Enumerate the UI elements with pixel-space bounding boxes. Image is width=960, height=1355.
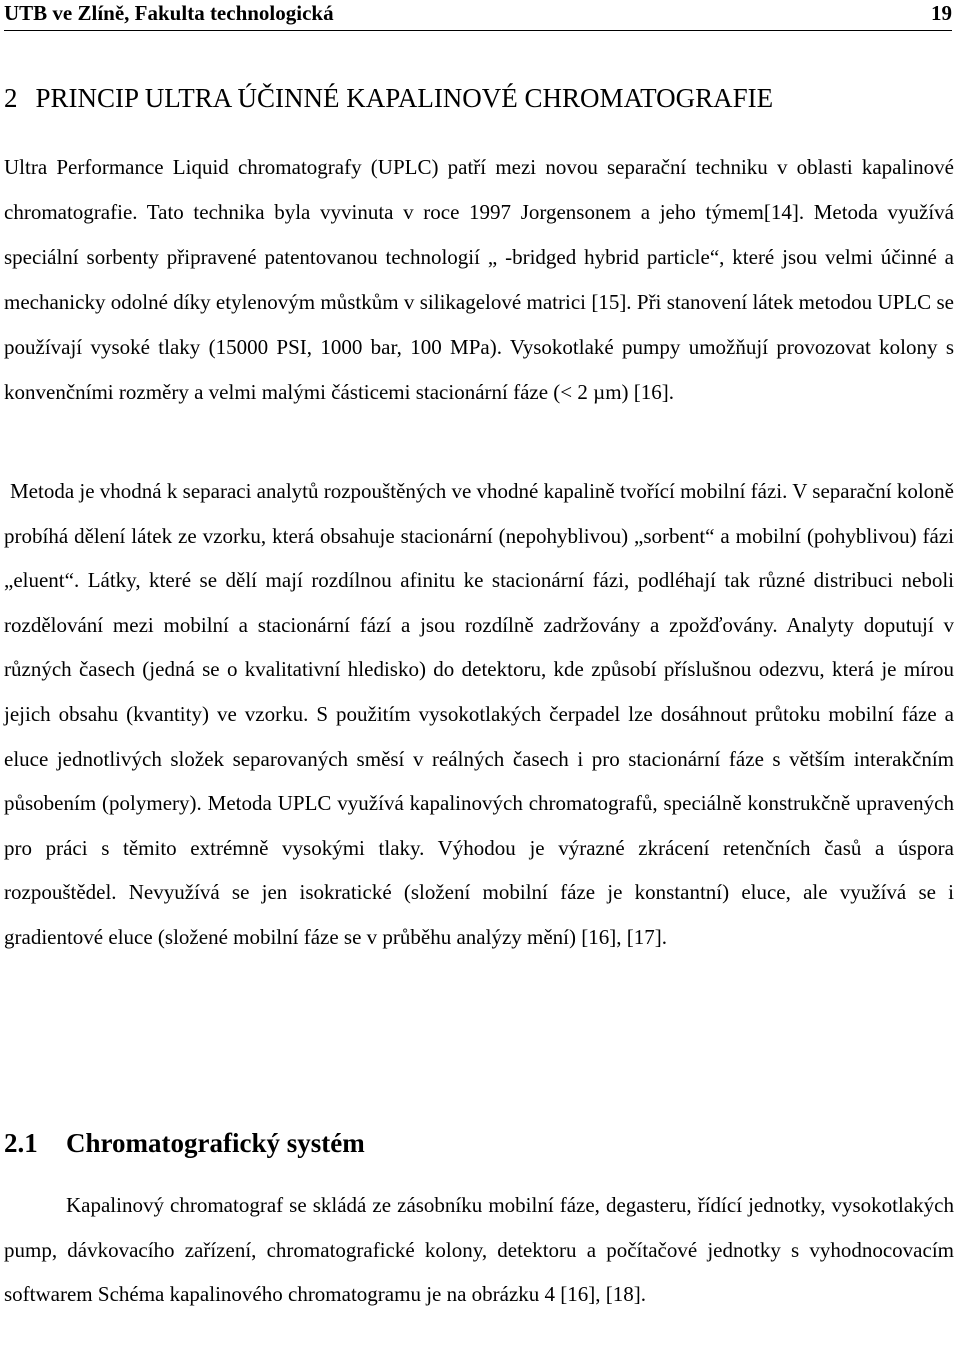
paragraph-uplc-intro: Ultra Performance Liquid chromatografy (UPLC) patří mezi novou separační techniku v oblasti kapalinové chromatografie. Tato technika byla vyvinuta v roce 1997 Jorgensonem a jeho týmem[14]. Metoda využívá speciální sorbenty připravené patentovanou technologií „ -bridged hybrid particle“, které jsou velmi účinné a mechanicky odolné díky etylenovým můstkům v silikagelové matrici [15]. Při stanovení látek metodou UPLC se používají vysoké tlaky (15000 PSI, 1000 bar, 100 MPa). Vysokotlaké pumpy umožňují provozovat kolony s konvenčními rozměry a velmi malými částicemi stacionární fáze (< 2 µm) [16]. (4, 155, 954, 404)
chapter-title: PRINCIP ULTRA ÚČINNÉ KAPALINOVÉ CHROMATOGRAFIE (35, 83, 774, 113)
page-header (4, 0, 952, 31)
section-heading (4, 1118, 365, 1168)
paragraph-chromatographic-system: Kapalinový chromatograf se skládá ze zásobníku mobilní fáze, degasteru, řídící jednotky, vysokotlakých pump, dávkovacího zařízení, chromatografické kolony, detektoru a počítačové jednotky s vyhodnocovacím softwarem Schéma kapalinového chromatogramu je na obrázku 4 [16], [18]. (4, 1193, 954, 1307)
paragraph-method-description: Metoda je vhodná k separaci analytů rozpouštěných ve vhodné kapalině tvořící mobilní fázi. V separační koloně probíhá dělení látek ze vzorku, která obsahuje stacionární (nepohyblivou) „sorbent“ a mobilní (pohyblivou) fázi „eluent“. Látky, které se dělí mají rozdílnou afinitu ke stacionární fázi, podléhají tak různé distribuci neboli rozdělování mezi mobilní a stacionární fází a jsou rozdílně zadržovány a zpožďovány. Analyty doputují v různých časech (jedná se o kvalitativní hledisko) do detektoru, kde způsobí příslušnou odezvu, která je mírou jejich obsahu (kvantity) ve vzorku. S použitím vysokotlakých čerpadel lze dosáhnout průtoku mobilní fáze a eluce jednotlivých složek separovaných směsí v reálných časech i pro stacionární fáze s větším interakčním působením (polymery). Metoda UPLC využívá kapalinových chromatografů, speciálně konstrukčně upravených pro práci s těmito extrémně vysokými tlaky. Výhodou je výrazné zkrácení retenčních časů a úspora rozpouštědel. Nevyužívá se jen isokratické (složení mobilní fáze je konstantní) eluce, ale využívá se i gradientové eluce (složené mobilní fáze se v průběhu analýzy mění) [16], [17]. (4, 479, 954, 949)
header-institution: UTB ve Zlíně, Fakulta technologická (4, 1, 334, 25)
chapter-heading (4, 78, 954, 118)
page-number: 19 (931, 1, 952, 25)
section-number: 2.1 (4, 1128, 38, 1158)
section-title: Chromatografický systém (66, 1128, 365, 1158)
chapter-number: 2 (4, 83, 18, 113)
